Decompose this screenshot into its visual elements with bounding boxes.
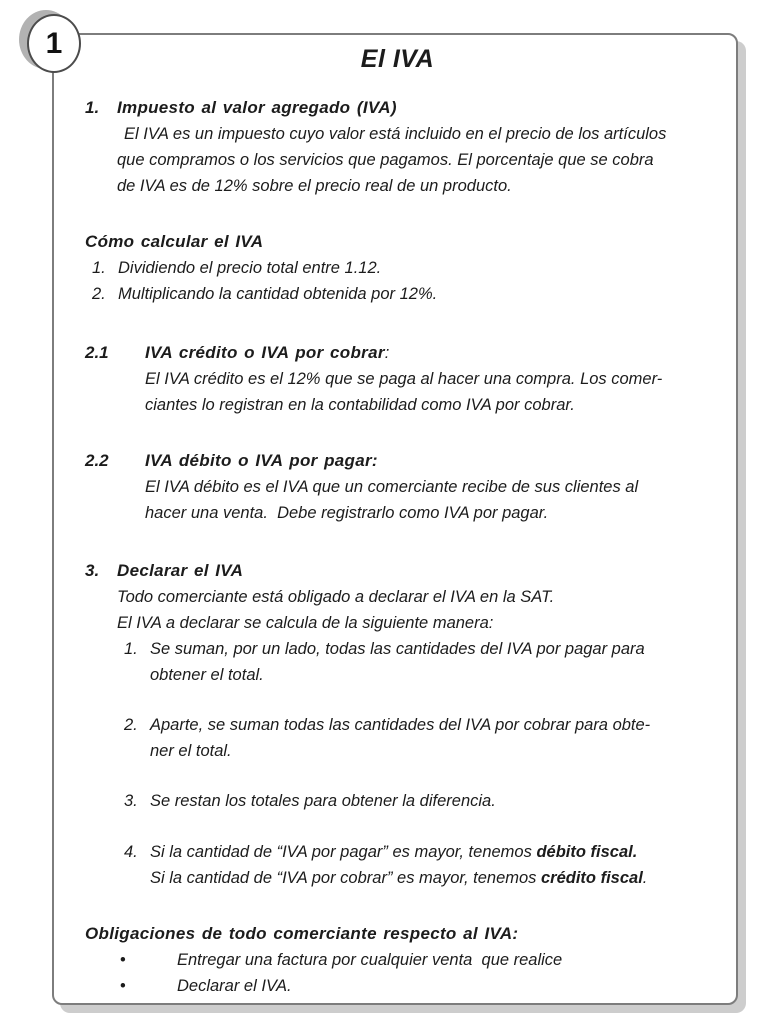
content-card [52, 33, 738, 1005]
list-item-text [150, 712, 650, 764]
list-item-line: ner el total. [150, 742, 232, 760]
section-heading-bold: IVA crédito o IVA por cobrar [145, 343, 385, 362]
section-heading: Cómo calcular el IVA [85, 232, 264, 251]
line-bold-text: crédito fiscal [541, 869, 643, 887]
body-line: de IVA es de 12% sobre el precio real de un producto. [117, 177, 512, 195]
list-item-number: 3. [124, 792, 138, 810]
section-heading: Impuesto al valor agregado (IVA) [117, 98, 397, 117]
body-line: hacer una venta. Debe registrarlo como IVA por pagar. [145, 504, 549, 522]
section-heading: Declarar el IVA [117, 561, 244, 580]
numbered-list [92, 255, 710, 307]
bullet-icon: • [120, 951, 126, 969]
numbered-list [124, 636, 710, 891]
body-line: que compramos o los servicios que pagamos. El porcentaje que se cobra [117, 151, 654, 169]
page-number-badge [27, 14, 81, 73]
list-item-line [150, 865, 647, 891]
page-number: 1 [45, 26, 63, 60]
list-item-number: 4. [124, 843, 138, 861]
list-item-line: Aparte, se suman todas las cantidades del IVA por cobrar para obte- [150, 716, 651, 734]
list-item [92, 255, 710, 281]
bullet-text: Declarar el IVA. [177, 977, 292, 995]
list-item-line: Se suman, por un lado, todas las cantidades del IVA por pagar para [150, 640, 645, 658]
bullet-item [120, 947, 710, 973]
list-item [124, 636, 710, 688]
body-line: El IVA es un impuesto cuyo valor está incluido en el precio de los artículos [124, 125, 667, 143]
section-number: 2.1 [85, 343, 109, 362]
section-iva-credito [85, 340, 710, 418]
bullet-icon: • [120, 977, 126, 995]
section-content [145, 340, 710, 418]
section-heading-suffix: : [384, 344, 390, 362]
list-item-text [150, 839, 647, 891]
section-heading: IVA débito o IVA por pagar: [145, 451, 378, 470]
section-como-calcular [85, 229, 710, 307]
list-item-line [150, 839, 647, 865]
line-text: Si la cantidad de “IVA por pagar” es mayor, tenemos [150, 843, 537, 861]
list-item-text [150, 636, 645, 688]
bullet-text: Entregar una factura por cualquier venta que realice [177, 951, 563, 969]
section-declarar [85, 558, 710, 891]
list-item-number: 2. [124, 716, 138, 734]
list-item-line: Se restan los totales para obtener la diferencia. [150, 792, 496, 810]
body-line: ciantes lo registran en la contabilidad como IVA por cobrar. [145, 396, 575, 414]
line-bold-text: débito fiscal. [536, 843, 638, 861]
section-number: 2.2 [85, 451, 109, 470]
list-item-text: Dividiendo el precio total entre 1.12. [118, 259, 382, 277]
body-line: El IVA a declarar se calcula de la siguiente manera: [117, 614, 494, 632]
section-heading: Obligaciones de todo comerciante respecto al IVA: [85, 924, 519, 943]
section-obligaciones [85, 921, 710, 999]
list-item-number: 1. [92, 259, 106, 277]
section-heading [145, 340, 710, 366]
section-number: 1. [85, 98, 100, 117]
page-title: El IVA [360, 45, 435, 73]
list-item-text [150, 788, 496, 814]
list-item-text: Multiplicando la cantidad obtenida por 12%. [118, 285, 438, 303]
body-line: El IVA débito es el IVA que un comerciante recibe de sus clientes al [145, 478, 639, 496]
list-item-number: 1. [124, 640, 138, 658]
body-line: Todo comerciante está obligado a declarar el IVA en la SAT. [117, 588, 555, 606]
line-text: Si la cantidad de “IVA por cobrar” es mayor, tenemos [150, 869, 541, 887]
section-content [117, 95, 710, 199]
section-content [145, 448, 710, 526]
badge-circle [27, 14, 81, 73]
list-item [124, 712, 710, 764]
list-item [124, 788, 710, 814]
list-item-number: 2. [92, 285, 106, 303]
bullet-item [120, 973, 710, 999]
body-line: El IVA crédito es el 12% que se paga al hacer una compra. Los comer- [145, 370, 663, 388]
list-item [92, 281, 710, 307]
section-iva-debito [85, 448, 710, 526]
line-text: . [642, 869, 648, 887]
list-item-line: obtener el total. [150, 666, 264, 684]
list-item [124, 839, 710, 891]
section-number: 3. [85, 561, 100, 580]
section-content [117, 558, 710, 891]
section-impuesto [85, 95, 710, 199]
